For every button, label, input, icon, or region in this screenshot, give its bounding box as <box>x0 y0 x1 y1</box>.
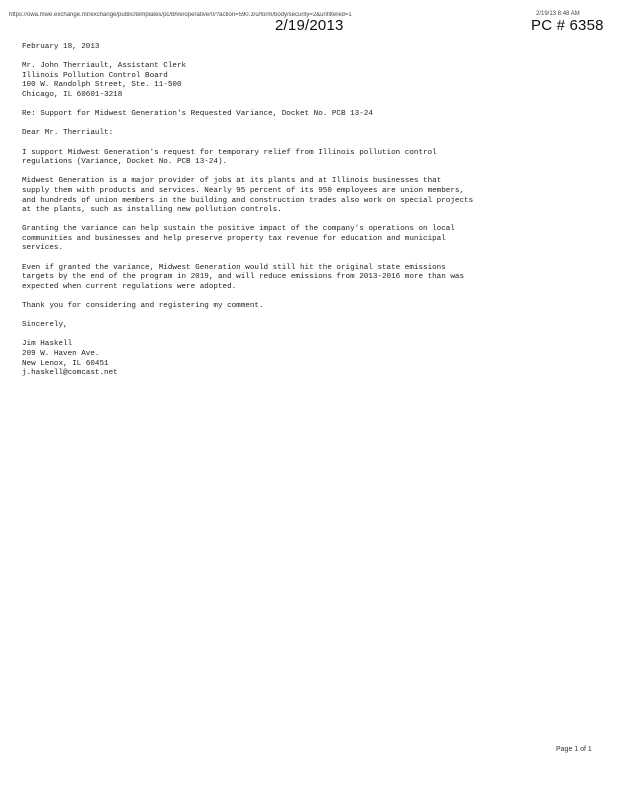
signature-name: Jim Haskell <box>22 340 73 349</box>
signature-block <box>22 340 597 378</box>
recipient-line: Mr. John Therriault, Assistant Clerk <box>22 62 187 71</box>
recipient-line: Chicago, IL 60601-3218 <box>22 90 123 99</box>
recipient-line: Illinois Pollution Control Board <box>22 71 168 80</box>
signature-street: 209 W. Haven Ave. <box>22 350 100 358</box>
source-url: https://owa.mwe.exchange.mr/exchange/public/templates/pc/bh/e/operative/0/?action=590.3/u/form/body/security=2&unfiltered=1 <box>9 12 352 18</box>
received-date-stamp: 2/19/2013 <box>275 17 344 34</box>
recipient-address <box>22 62 597 100</box>
print-timestamp: 2/19/13 8:48 AM <box>536 11 580 17</box>
public-comment-number-stamp: PC # 6358 <box>531 17 604 34</box>
subject-line: Re: Support for Midwest Generation's Requested Variance, Docket No. PCB 13-24 <box>22 110 373 119</box>
page-number: Page 1 of 1 <box>556 746 592 753</box>
salutation: Dear Mr. Therriault: <box>22 129 114 138</box>
signature-email: j.haskell@comcast.net <box>22 369 118 378</box>
paragraph-jobs: Midwest Generation is a major provider of jobs at its plants and at Illinois businesses that supply them with products and services. Nearly 95 percent of its 950 employees are union members, and hundreds of union members in the building and construction trades also work on special projects at the plants, such as installing new pollution controls. <box>22 177 474 215</box>
paragraph-communities: Granting the variance can help sustain the positive impact of the company's operations on local communities and businesses and help preserve property tax revenue for education and municipal services. <box>22 225 455 253</box>
paragraph-thanks: Thank you for considering and registering my comment. <box>22 302 264 311</box>
paragraph-support: I support Midwest Generation's request for temporary relief from Illinois pollution control regulations (Variance, Docket No. PCB 13-24). <box>22 148 437 167</box>
paragraph-emissions: Even if granted the variance, Midwest Generation would still hit the original state emissions targets by the end of the program in 2019, and will reduce emissions from 2013-2016 more than was expected when current regulations were adopted. <box>22 263 465 291</box>
closing: Sincerely, <box>22 321 68 330</box>
letter-body <box>22 43 597 388</box>
signature-city: New Lenox, IL 60451 <box>22 359 109 368</box>
recipient-line: 100 W. Randolph Street, Ste. 11-500 <box>22 81 182 90</box>
letter-date: February 18, 2013 <box>22 43 100 51</box>
